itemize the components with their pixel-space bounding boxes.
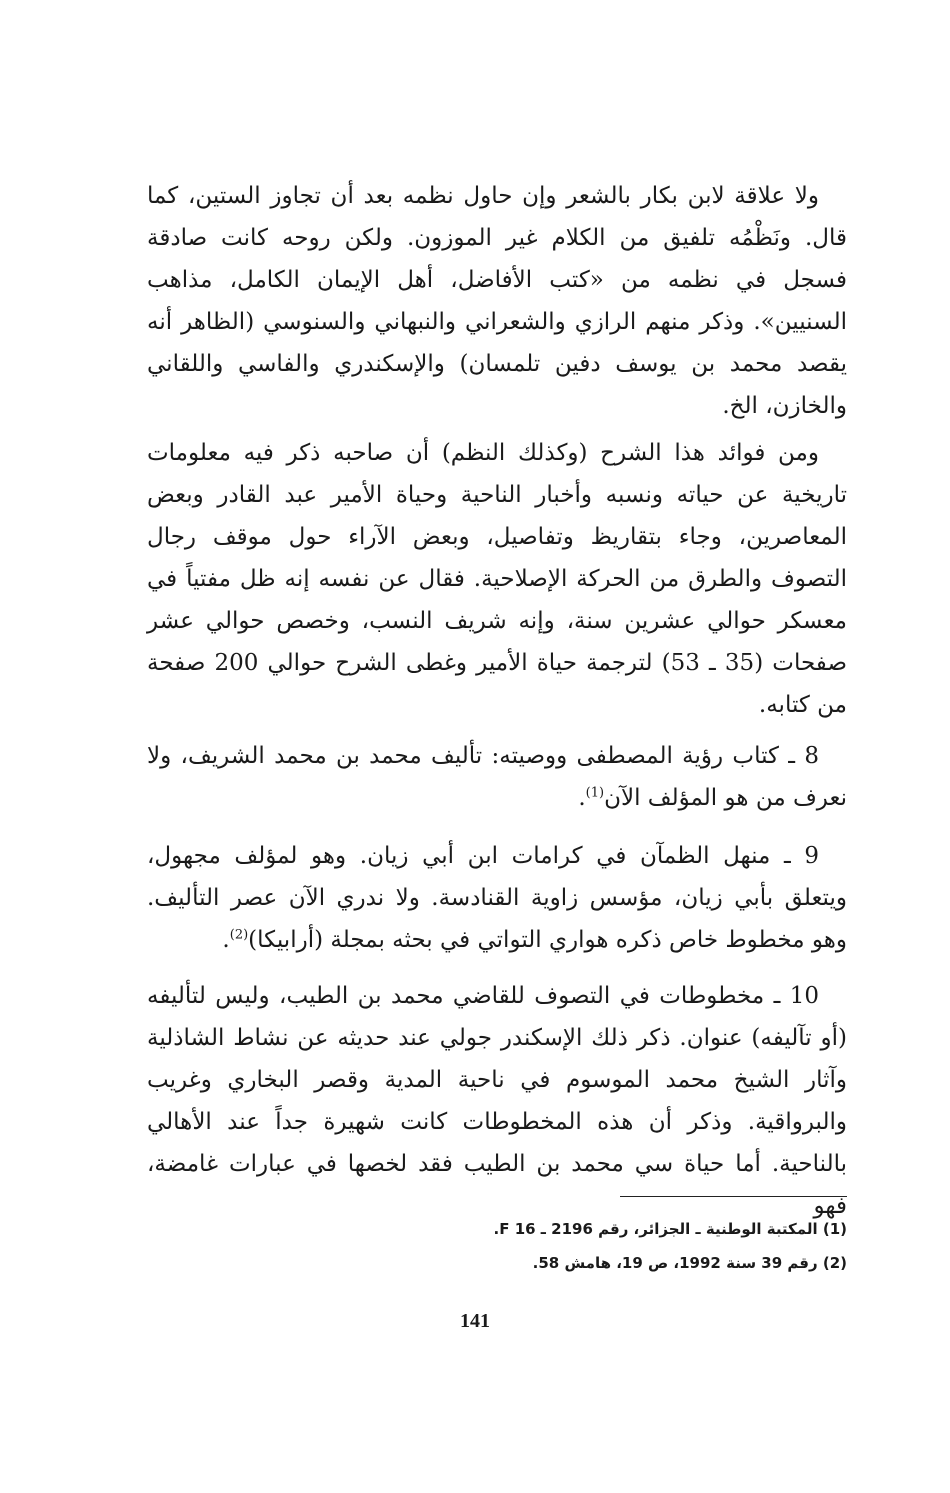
list-item-10: 10 ـ مخطوطات في التصوف للقاضي محمد بن الطيب، وليس لتأليفه (أو تآليفه) عنوان. ذكر ذلك الإسكندر جولي عند حديثه عن نشاط الشاذلية وآثار الشيخ محمد الموسوم في ناحية المدية وقصر البخاري وغريب والبرواقية. وذكر أن هذه المخطوطات كانت شهيرة جداً عند الأهالي بالناحية. أما حياة سي محمد بن الطيب فقد لخصها في عبارات غامضة، فهو [147,983,847,1219]
body-text [147,432,847,726]
footnote-divider [620,1196,847,1197]
footnotes [147,1212,847,1280]
footnote-1: (1) المكتبة الوطنية ـ الجزائر، رقم 2196 ـ 16 F. [493,1220,847,1238]
footnote-ref-1[interactable]: (1) [585,785,605,801]
footnote-ref-2[interactable]: (2) [229,927,249,943]
body-text [147,975,847,1227]
body-text [147,735,847,819]
body-text [147,835,847,961]
footnote-2: (2) رقم 39 سنة 1992، ص 19، هامش 58. [532,1254,847,1272]
list-item-9-text: 9 ـ منهل الظمآن في كرامات ابن أبي زيان. وهو لمؤلف مجهول، ويتعلق بأبي زيان، مؤسس زاوية القنادسة. ولا ندري الآن عصر التأليف. وهو مخطوط خاص ذكره هواري التواتي في بحثه بمجلة (أرابيكا) [147,843,847,953]
list-item-8 [147,735,847,819]
paragraph-commentary-benefits: ومن فوائد هذا الشرح (وكذلك النظم) أن صاحبه ذكر فيه معلومات تاريخية عن حياته ونسبه وأخبار الناحية وحياة الأمير عبد القادر وبعض المعاصرين، وجاء بتقاريظ وتفاصيل، وبعض الآراء حول موقف رجال التصوف والطرق من الحركة الإصلاحية. فقال عن نفسه إنه ظل مفتياً في معسكر حوالي عشرين سنة، وإنه شريف النسب، وخصص حوالي عشر صفحات (35 ـ 53) لترجمة حياة الأمير وغطى الشرح حوالي 200 صفحة من كتابه. [147,440,847,718]
list-item-9-end: . [222,927,230,953]
paragraph-ibn-bakkar: ولا علاقة لابن بكار بالشعر وإن حاول نظمه بعد أن تجاوز الستين، كما قال. ونَظْمُه تلفيق من الكلام غير الموزون. ولكن روحه كانت صادقة فسجل في نظمه من «كتب الأفاضل، أهل الإيمان الكامل، مذاهب السنيين». وذكر منهم الرازي والشعراني والنبهاني والسنوسي (الظاهر أنه يقصد محمد بن يوسف دفين تلمسان) والإسكندري والفاسي واللقاني والخازن، الخ. [147,183,847,419]
body-text [147,175,847,427]
list-item-8-text: 8 ـ كتاب رؤية المصطفى ووصيته: تأليف محمد بن محمد الشريف، ولا نعرف من هو المؤلف الآن [147,743,847,811]
list-item-9 [147,835,847,961]
page-number: 141 [460,1310,490,1332]
list-item-8-end: . [578,785,586,811]
